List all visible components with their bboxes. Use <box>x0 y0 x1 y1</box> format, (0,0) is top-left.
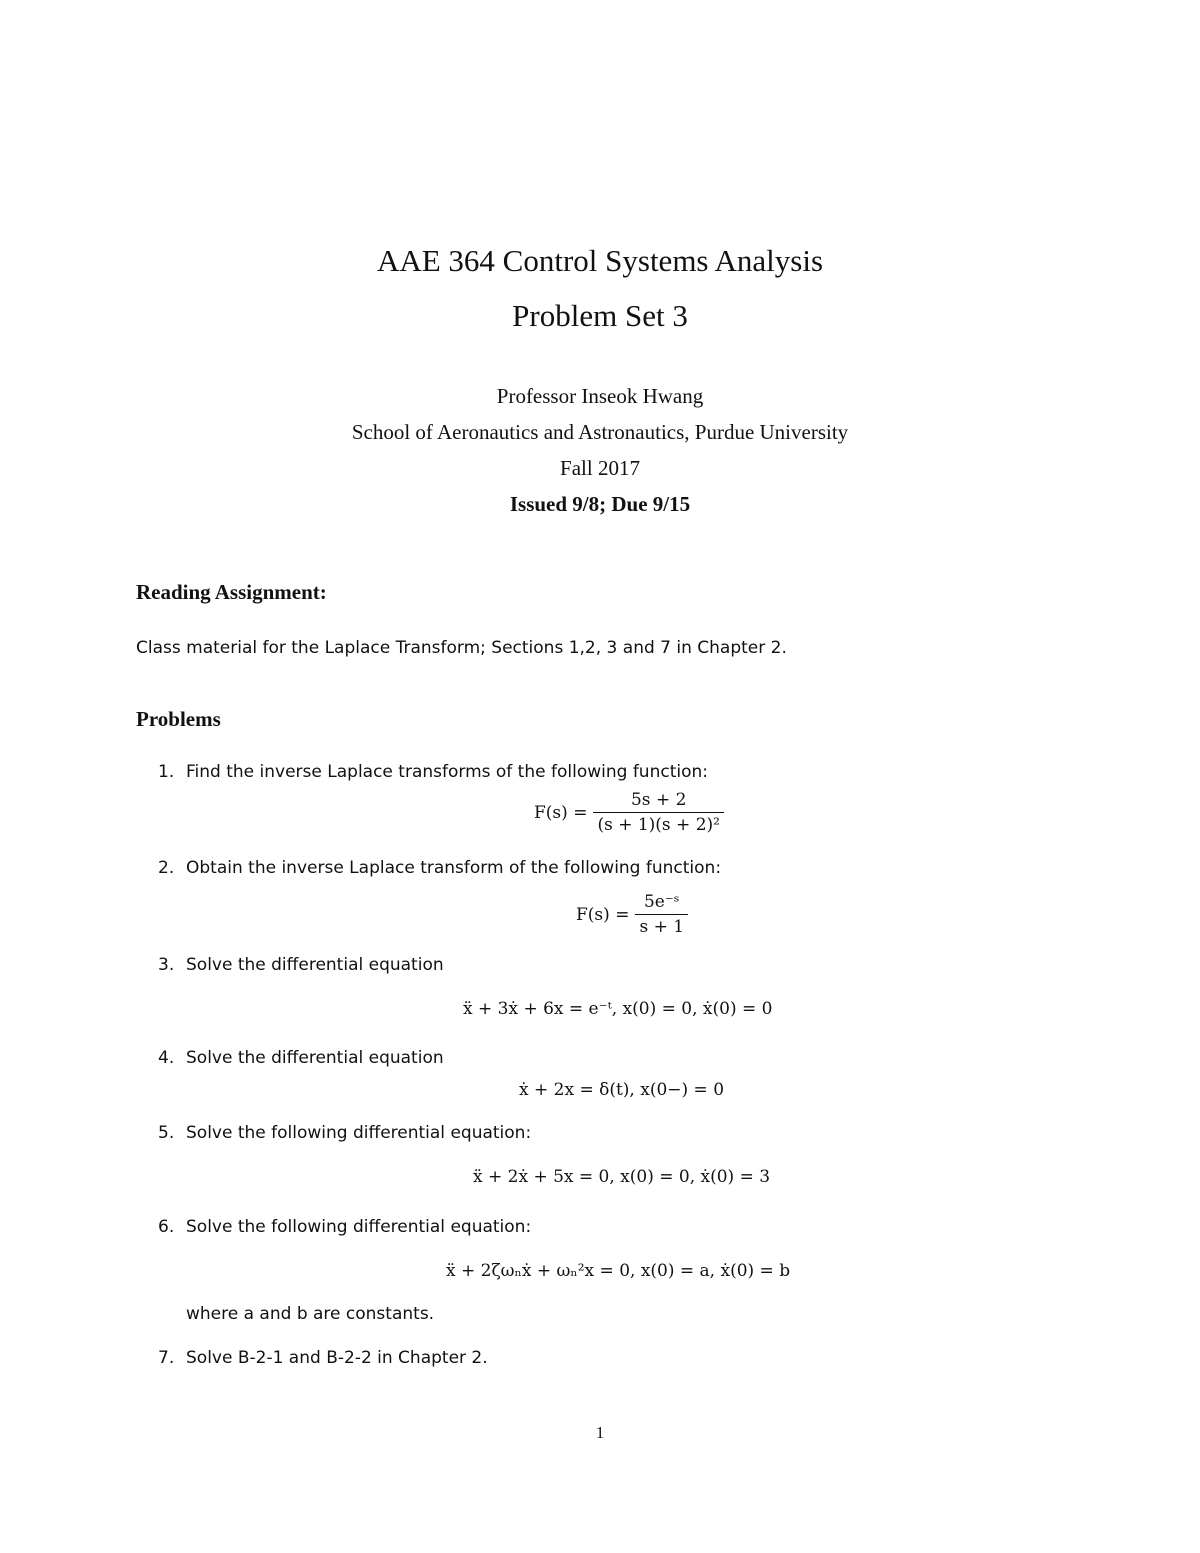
term: Fall 2017 <box>560 456 640 480</box>
problem-5-equation: ẍ + 2ẋ + 5x = 0, x(0) = 0, ẋ(0) = 3 <box>473 1167 771 1187</box>
school-name: School of Aeronautics and Astronautics, Purdue University <box>351 420 849 444</box>
course-title: AAE 364 Control Systems Analysis <box>376 243 824 278</box>
problem-1-equation <box>534 788 724 837</box>
problem-2-denominator: s + 1 <box>639 917 685 937</box>
problem-5-number: 5. <box>158 1123 175 1143</box>
problem-6-equation: ẍ + 2ζωₙẋ + ωₙ²x = 0, x(0) = a, ẋ(0) = b <box>446 1261 791 1281</box>
problem-3-number: 3. <box>158 955 175 975</box>
problem-2-eq-lhs: F(s) = <box>576 904 630 925</box>
problem-5-text: Solve the following differential equation: <box>186 1123 532 1143</box>
problem-6-note: where a and b are constants. <box>186 1304 435 1324</box>
problem-1-numerator: 5s + 2 <box>593 788 724 813</box>
issue-due-dates: Issued 9/8; Due 9/15 <box>509 492 691 516</box>
problem-1-denominator: (s + 1)(s + 2)² <box>597 815 720 835</box>
problem-2-numerator: 5e⁻ˢ <box>635 890 688 915</box>
problems-heading: Problems <box>136 707 221 731</box>
problem-7-number: 7. <box>158 1348 175 1368</box>
reading-text: Class material for the Laplace Transform; Sections 1,2, 3 and 7 in Chapter 2. <box>136 638 787 658</box>
problem-1-number: 1. <box>158 762 175 782</box>
professor-name: Professor Inseok Hwang <box>496 384 704 408</box>
problem-1-fraction <box>593 788 724 837</box>
problem-7-text: Solve B-2-1 and B-2-2 in Chapter 2. <box>186 1348 488 1368</box>
problem-1-text: Find the inverse Laplace transforms of the following function: <box>186 762 708 782</box>
problem-3-equation: ẍ + 3ẋ + 6x = e⁻ᵗ, x(0) = 0, ẋ(0) = 0 <box>463 999 773 1019</box>
problem-3-text: Solve the differential equation <box>186 955 444 975</box>
problem-4-number: 4. <box>158 1048 175 1068</box>
problem-2-equation <box>576 890 688 939</box>
problem-6-text: Solve the following differential equation: <box>186 1217 532 1237</box>
problem-4-text: Solve the differential equation <box>186 1048 444 1068</box>
problem-6-number: 6. <box>158 1217 175 1237</box>
problem-2-text: Obtain the inverse Laplace transform of the following function: <box>186 858 722 878</box>
problem-4-equation: ẋ + 2x = δ(t), x(0−) = 0 <box>519 1080 725 1100</box>
page-number: 1 <box>595 1423 605 1442</box>
problem-set-title: Problem Set 3 <box>512 298 688 333</box>
problem-1-eq-lhs: F(s) = <box>534 802 588 823</box>
problem-2-number: 2. <box>158 858 175 878</box>
problem-2-fraction <box>635 890 688 939</box>
reading-heading: Reading Assignment: <box>136 580 327 604</box>
